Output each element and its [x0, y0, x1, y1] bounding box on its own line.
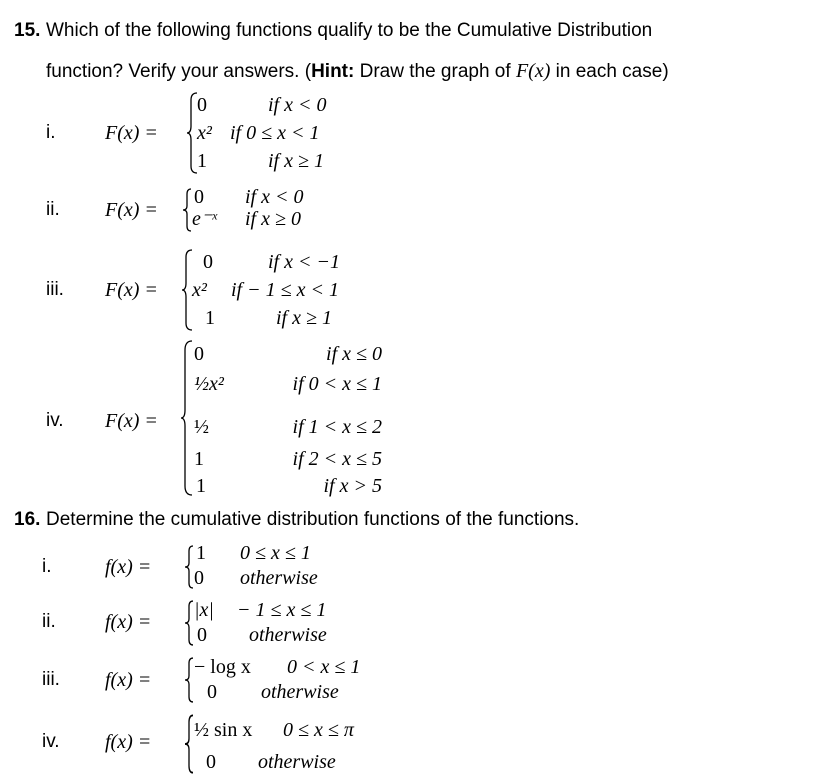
case-condition: 0 ≤ x ≤ π [283, 719, 354, 741]
case-condition: if x < 0 [268, 94, 327, 116]
case-condition: otherwise [240, 567, 318, 589]
hint-label: Hint: [311, 61, 355, 82]
q15-number: 15. [14, 20, 41, 41]
case-value: 1 [196, 542, 206, 564]
case-value: 0 [206, 751, 216, 773]
q16-text: Determine the cumulative distribution functions of the functions. [46, 509, 580, 530]
case-value: 0 [194, 343, 204, 365]
case-condition: if − 1 ≤ x < 1 [231, 279, 339, 301]
q15-text: function? Verify your answers. ( [46, 61, 312, 82]
q16-i-label: i. [42, 556, 52, 577]
case-value: 1 [194, 448, 204, 470]
case-value: 0 [194, 186, 204, 208]
q16-ii-lhs: f(x) = [105, 611, 152, 633]
case-value: 0 [207, 681, 217, 703]
case-value: 1 [197, 150, 207, 172]
case-condition: otherwise [249, 624, 327, 646]
case-value: x² [192, 279, 207, 301]
case-value-half-x-squared: ½x² [194, 373, 224, 395]
brace-icon [182, 188, 192, 232]
q16-iv-lhs: f(x) = [105, 731, 152, 753]
q15-iii-lhs: F(x) = [105, 279, 158, 301]
hint-text: Draw the graph of [354, 61, 516, 82]
q16-iii-lhs: f(x) = [105, 669, 152, 691]
q16-iii-label: iii. [42, 669, 60, 690]
brace-icon [180, 340, 193, 496]
case-value: 0 [203, 251, 213, 273]
brace-icon [184, 657, 194, 703]
case-value: 1 [205, 307, 215, 329]
case-condition: if x > 5 [323, 475, 382, 497]
case-condition: if 0 < x ≤ 1 [292, 373, 382, 395]
case-value: e⁻ˣ [192, 208, 218, 230]
q16-ii-label: ii. [42, 611, 56, 632]
q16-number: 16. [14, 509, 41, 530]
hint-fx: F(x) [515, 60, 551, 82]
case-value-half: ½ [194, 416, 209, 438]
case-value: 0 [194, 567, 204, 589]
case-condition: if 0 ≤ x < 1 [230, 122, 320, 144]
case-condition: if x ≥ 1 [276, 307, 332, 329]
q15-ii-label: ii. [46, 199, 60, 220]
q16-i-lhs: f(x) = [105, 556, 152, 578]
case-value: |x| [194, 599, 214, 621]
case-condition: otherwise [258, 751, 336, 773]
case-condition: if x ≥ 1 [268, 150, 324, 172]
q15-i-lhs: F(x) = [105, 122, 158, 144]
hint-end: in each case) [550, 61, 669, 82]
case-condition: 0 ≤ x ≤ 1 [240, 542, 311, 564]
case-condition: if x ≥ 0 [245, 208, 301, 230]
q16-iv-label: iv. [42, 731, 60, 752]
case-value-half-sin-x: ½ sin x [194, 719, 253, 741]
q15-iv-label: iv. [46, 410, 64, 431]
case-condition: 0 < x ≤ 1 [287, 656, 361, 678]
case-value: 0 [197, 624, 207, 646]
case-condition: if 2 < x ≤ 5 [292, 448, 382, 470]
q15-iii-label: iii. [46, 279, 64, 300]
case-condition: if x < −1 [268, 251, 340, 273]
q15-ii-lhs: F(x) = [105, 199, 158, 221]
q15-iv-lhs: F(x) = [105, 410, 158, 432]
case-value: 1 [196, 475, 206, 497]
brace-icon [184, 600, 194, 646]
case-condition: if 1 < x ≤ 2 [292, 416, 382, 438]
case-condition: if x < 0 [245, 186, 304, 208]
case-value: 0 [197, 94, 207, 116]
case-value: − log x [194, 656, 251, 678]
q15-i-label: i. [46, 122, 56, 143]
brace-icon [184, 714, 194, 774]
case-condition: − 1 ≤ x ≤ 1 [237, 599, 327, 621]
case-value: x² [197, 122, 212, 144]
brace-icon [184, 545, 194, 589]
case-condition: otherwise [261, 681, 339, 703]
q15-text-line1: Which of the following functions qualify to be the Cumulative Distribution [46, 20, 653, 41]
case-condition: if x ≤ 0 [326, 343, 382, 365]
q15-text-line2 [46, 60, 669, 83]
